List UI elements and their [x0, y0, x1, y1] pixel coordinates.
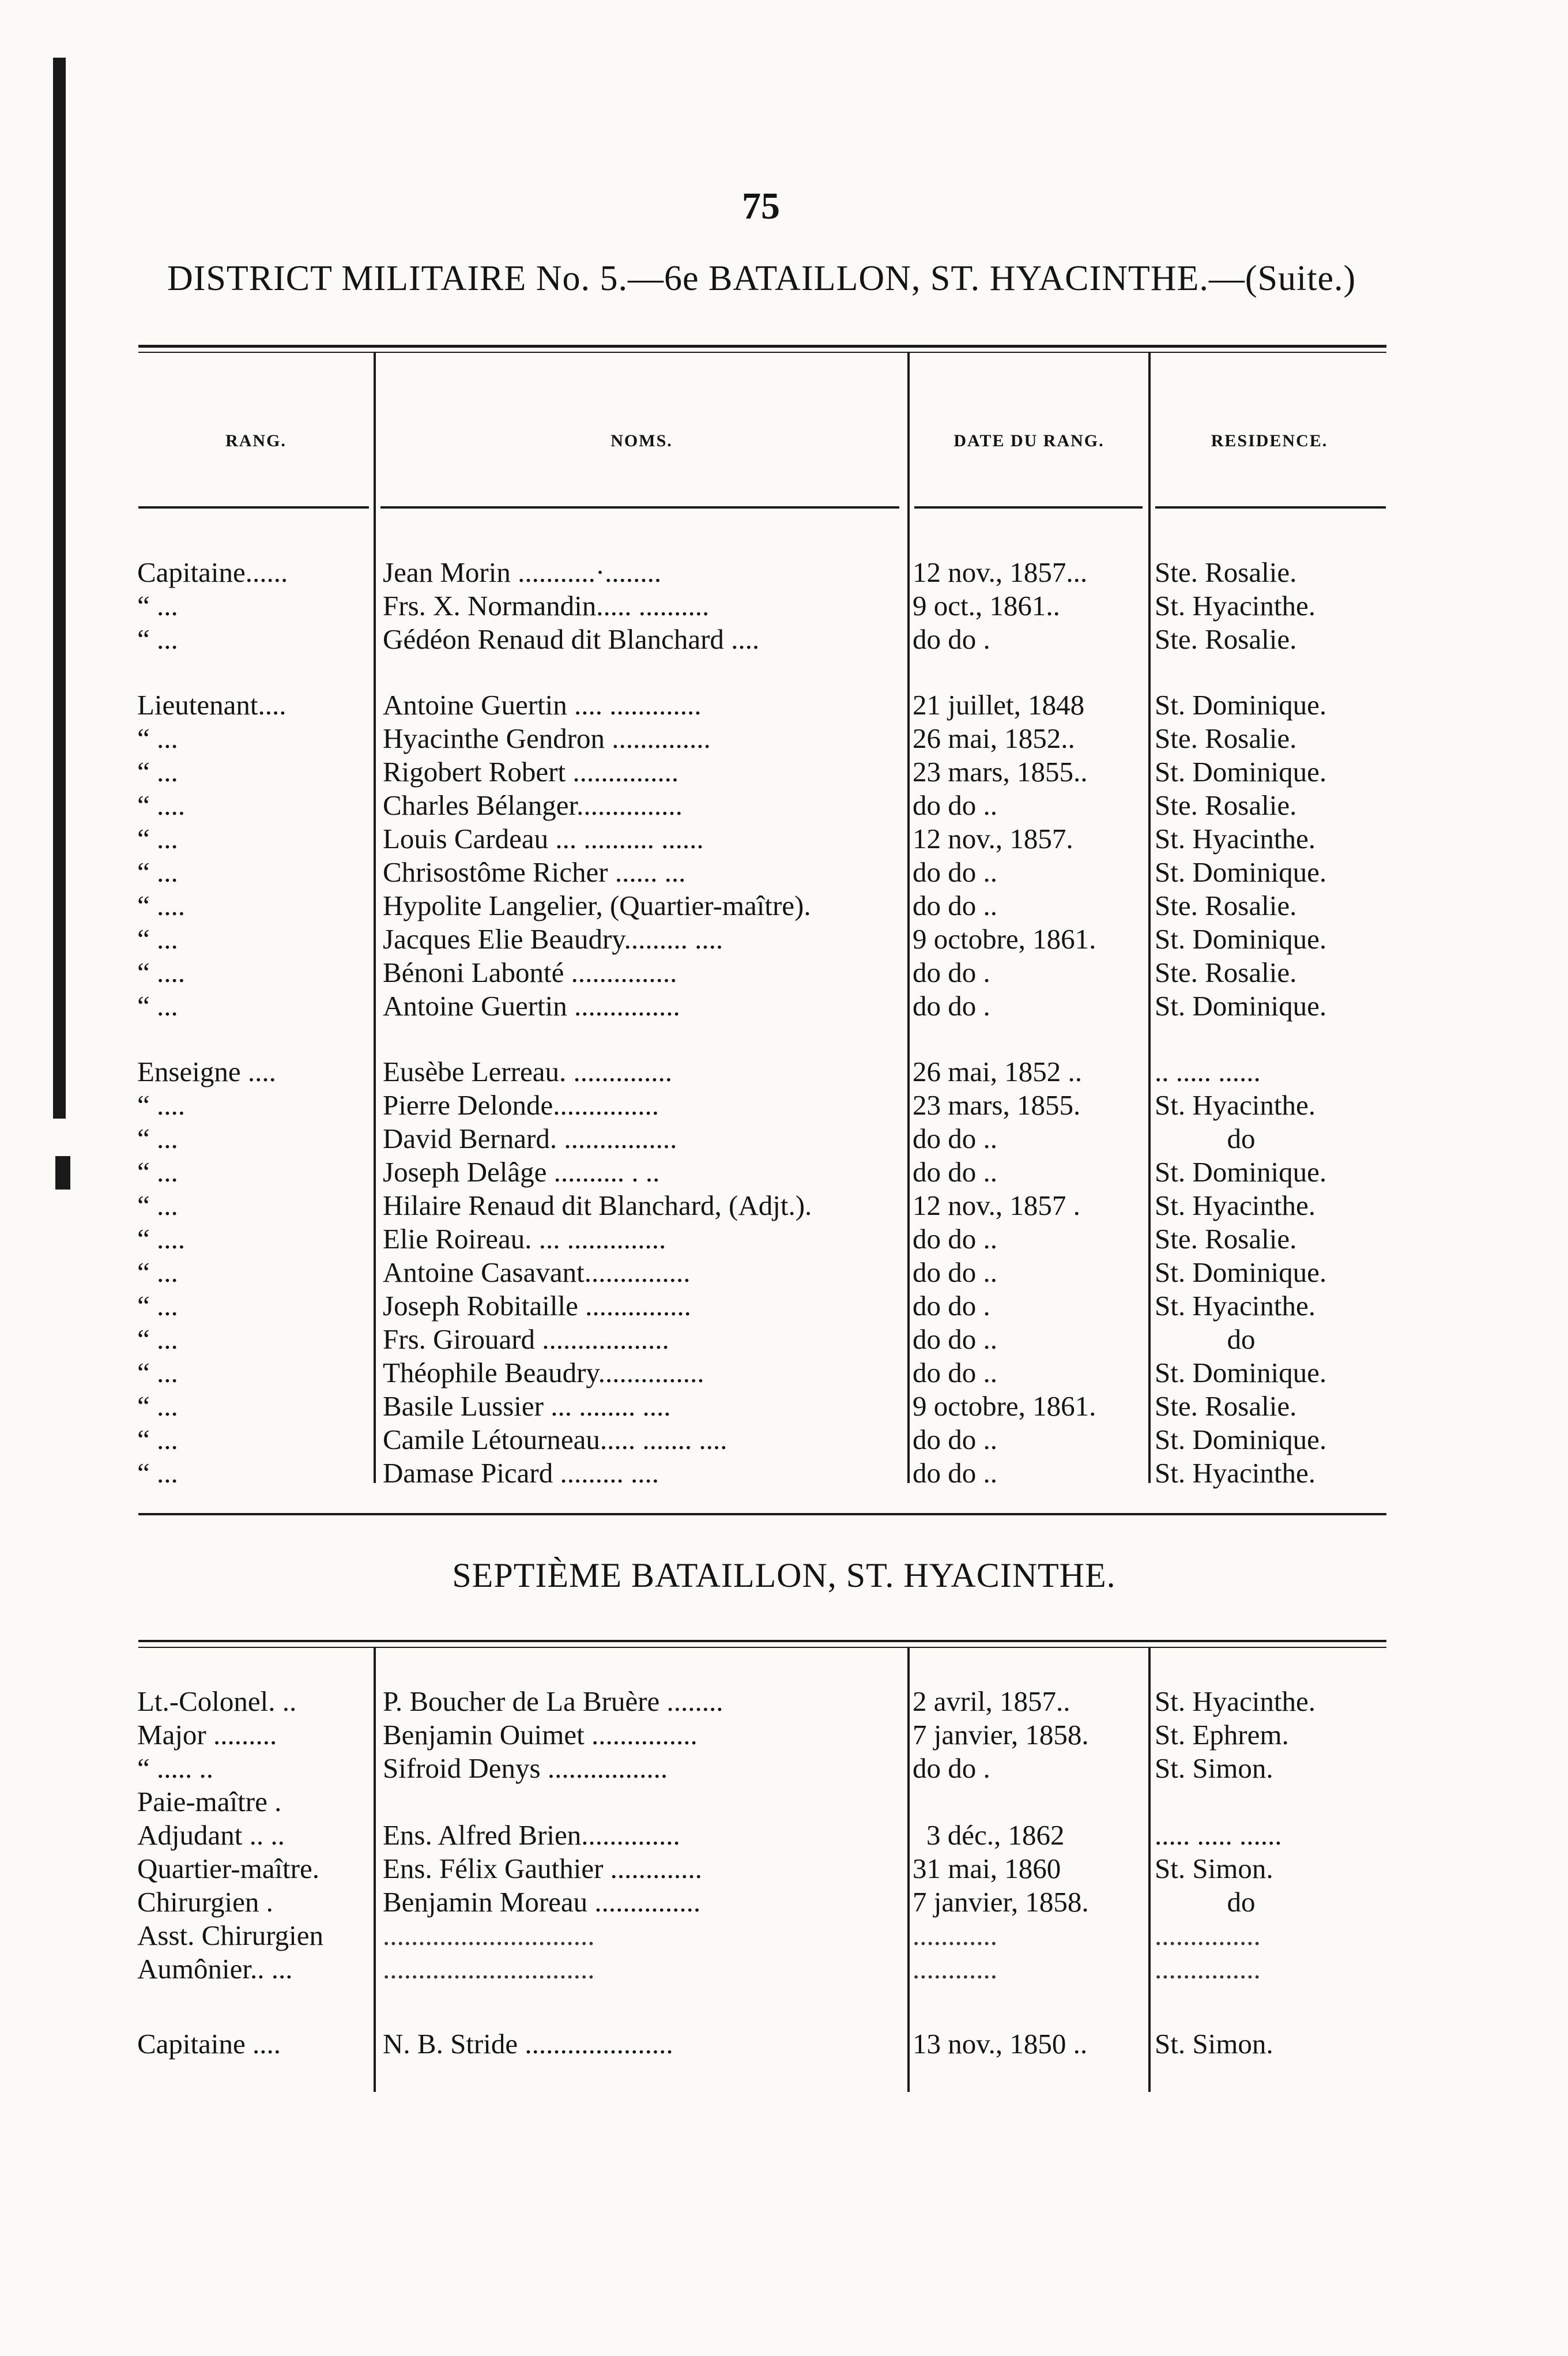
header-name: NOMS. — [610, 431, 673, 450]
rank-cell: Enseigne .... — [137, 1056, 276, 1087]
residence-cell: St. Hyacinthe. — [1155, 1290, 1316, 1322]
residence-cell: St. Simon. — [1155, 1853, 1273, 1884]
date-cell: 23 mars, 1855. — [913, 1089, 1081, 1121]
rank-cell: “ ... — [137, 990, 178, 1022]
rank-cell: Paie-maître . — [137, 1786, 282, 1817]
residence-cell: Ste. Rosalie. — [1155, 1223, 1297, 1255]
date-cell: 12 nov., 1857... — [913, 556, 1088, 588]
name-cell: Benjamin Ouimet ............... — [383, 1719, 698, 1751]
date-cell: 2 avril, 1857.. — [913, 1685, 1071, 1717]
name-cell: P. Boucher de La Bruère ........ — [383, 1685, 723, 1717]
header-residence: RESIDENCE. — [1211, 431, 1328, 450]
table-row — [0, 1785, 1568, 1819]
table-row — [0, 1685, 1568, 1718]
rank-cell: Capitaine...... — [137, 556, 288, 588]
date-cell: do do . — [913, 990, 990, 1022]
table-row — [0, 989, 1568, 1023]
residence-cell: Ste. Rosalie. — [1155, 957, 1297, 988]
date-cell: do do . — [913, 623, 990, 655]
header-underline — [914, 506, 1143, 509]
rank-cell: “ ..... .. — [137, 1752, 213, 1784]
rank-cell: “ ... — [137, 1256, 178, 1288]
name-cell: Joseph Delâge .......... . .. — [383, 1156, 660, 1188]
residence-cell: Ste. Rosalie. — [1155, 722, 1297, 754]
header-underline — [1155, 506, 1386, 509]
header-underline — [380, 506, 899, 509]
table-row — [0, 1055, 1568, 1089]
date-cell: 13 nov., 1850 .. — [913, 2028, 1088, 2060]
date-cell: do do .. — [913, 890, 997, 921]
table-row — [0, 1323, 1568, 1356]
table-row — [0, 623, 1568, 656]
table-row — [0, 1423, 1568, 1456]
table-row — [0, 1189, 1568, 1222]
residence-cell: St. Hyacinthe. — [1155, 1685, 1316, 1717]
date-cell: 26 mai, 1852.. — [913, 722, 1075, 754]
name-cell: David Bernard. ................ — [383, 1123, 677, 1154]
table-row — [0, 1390, 1568, 1423]
table-row — [0, 1852, 1568, 1885]
name-cell: Hyacinthe Gendron .............. — [383, 722, 711, 754]
residence-cell: Ste. Rosalie. — [1155, 556, 1297, 588]
header-date: DATE DU RANG. — [953, 431, 1105, 450]
table-row — [0, 688, 1568, 722]
table-row — [0, 889, 1568, 923]
table2-top-rule-2 — [138, 1647, 1386, 1648]
date-cell: do do .. — [913, 1123, 997, 1154]
date-cell: do do .. — [913, 1323, 997, 1355]
table-row — [0, 1089, 1568, 1122]
rank-cell: “ ... — [137, 1323, 178, 1355]
date-cell: do do . — [913, 957, 990, 988]
rank-cell: “ ... — [137, 856, 178, 888]
section-title: SEPTIÈME BATAILLON, ST. HYACINTHE. — [452, 1556, 1116, 1594]
rank-cell: “ ... — [137, 590, 178, 622]
name-cell: Chrisostôme Richer ...... ... — [383, 856, 686, 888]
residence-cell: St. Dominique. — [1155, 856, 1327, 888]
table-row — [0, 1222, 1568, 1256]
date-cell: 26 mai, 1852 .. — [913, 1056, 1082, 1087]
residence-cell: St. Dominique. — [1155, 1357, 1327, 1388]
residence-cell: St. Ephrem. — [1155, 1719, 1289, 1751]
date-cell: do do .. — [913, 1424, 997, 1455]
date-cell: 12 nov., 1857 . — [913, 1190, 1080, 1221]
residence-cell: ............... — [1155, 1953, 1261, 1985]
date-cell: 7 janvier, 1858. — [913, 1886, 1089, 1918]
residence-cell: St. Hyacinthe. — [1155, 590, 1316, 622]
rank-cell: Adjudant .. .. — [137, 1819, 285, 1851]
table-row — [0, 1885, 1568, 1919]
residence-cell: St. Dominique. — [1155, 990, 1327, 1022]
table-row — [0, 556, 1568, 589]
table-bottom-rule — [138, 1513, 1386, 1515]
table-row — [0, 1456, 1568, 1490]
table2-top-rule — [138, 1640, 1386, 1642]
rank-cell: “ ... — [137, 1190, 178, 1221]
rank-cell: “ .... — [137, 890, 185, 921]
name-cell: Hilaire Renaud dit Blanchard, (Adjt.). — [383, 1190, 812, 1221]
rank-cell: Capitaine .... — [137, 2028, 281, 2060]
rank-cell: Quartier-maître. — [137, 1853, 319, 1884]
date-cell: 9 octobre, 1861. — [913, 1390, 1096, 1422]
table-row — [0, 1156, 1568, 1189]
date-cell: ............ — [913, 1920, 997, 1951]
name-cell: Eusèbe Lerreau. .............. — [383, 1056, 673, 1087]
table-row — [0, 755, 1568, 789]
date-cell: 9 octobre, 1861. — [913, 923, 1096, 955]
name-cell: N. B. Stride ..................... — [383, 2028, 673, 2060]
rank-cell: “ ... — [137, 1156, 178, 1188]
residence-cell: St. Hyacinthe. — [1155, 1457, 1316, 1489]
name-cell: Antoine Casavant............... — [383, 1256, 691, 1288]
rank-cell: “ .... — [137, 957, 185, 988]
name-cell: Frs. Girouard .................. — [383, 1323, 669, 1355]
date-cell: 9 oct., 1861.. — [913, 590, 1060, 622]
residence-cell: ..... ..... ...... — [1155, 1819, 1282, 1851]
rank-cell: Major ......... — [137, 1719, 277, 1751]
rank-cell: “ ... — [137, 1290, 178, 1322]
residence-cell: St. Dominique. — [1155, 923, 1327, 955]
name-cell: Théophile Beaudry............... — [383, 1357, 704, 1388]
rank-cell: “ .... — [137, 1223, 185, 1255]
name-cell: Damase Picard ......... .... — [383, 1457, 659, 1489]
rank-cell: “ ... — [137, 1457, 178, 1489]
date-cell: 3 déc., 1862 — [926, 1819, 1065, 1851]
residence-cell: St. Dominique. — [1155, 1156, 1327, 1188]
date-cell: ............ — [913, 1953, 997, 1985]
name-cell: Jean Morin ...........·........ — [383, 556, 662, 588]
table-row — [0, 789, 1568, 822]
page-title: DISTRICT MILITAIRE No. 5.—6e BATAILLON, ST. HYACINTHE.—(Suite.) — [167, 259, 1356, 298]
rank-cell: “ ... — [137, 823, 178, 855]
name-cell: Ens. Félix Gauthier ............. — [383, 1853, 702, 1884]
residence-cell: Ste. Rosalie. — [1155, 789, 1297, 821]
residence-cell: Ste. Rosalie. — [1155, 890, 1297, 921]
name-cell: .............................. — [383, 1920, 595, 1951]
table-row — [0, 722, 1568, 755]
date-cell: do do .. — [913, 1457, 997, 1489]
table-row — [0, 2027, 1568, 2061]
name-cell: Hypolite Langelier, (Quartier-maître). — [383, 890, 811, 921]
residence-cell: St. Dominique. — [1155, 1256, 1327, 1288]
rank-cell: “ ... — [137, 1123, 178, 1154]
residence-cell: St. Simon. — [1155, 1752, 1273, 1784]
rank-cell: Lt.-Colonel. .. — [137, 1685, 297, 1717]
name-cell: Gédéon Renaud dit Blanchard .... — [383, 623, 760, 655]
residence-cell: ............... — [1155, 1920, 1261, 1951]
date-cell: do do .. — [913, 856, 997, 888]
residence-cell: do — [1227, 1123, 1256, 1154]
page-number: 75 — [742, 185, 780, 227]
table-top-rule-2 — [138, 352, 1386, 353]
name-cell: Rigobert Robert ............... — [383, 756, 679, 788]
rank-cell: “ ... — [137, 623, 178, 655]
date-cell: do do . — [913, 1290, 990, 1322]
name-cell: Sifroid Denys ................. — [383, 1752, 668, 1784]
date-cell: do do .. — [913, 789, 997, 821]
residence-cell: do — [1227, 1323, 1256, 1355]
residence-cell: St. Hyacinthe. — [1155, 823, 1316, 855]
date-cell: 23 mars, 1855.. — [913, 756, 1088, 788]
header-rank: RANG. — [225, 431, 287, 450]
name-cell: Ens. Alfred Brien.............. — [383, 1819, 680, 1851]
rank-cell: “ ... — [137, 1357, 178, 1388]
rank-cell: “ .... — [137, 1089, 185, 1121]
table-row — [0, 589, 1568, 623]
name-cell: Louis Cardeau ... .......... ...... — [383, 823, 704, 855]
date-cell: 31 mai, 1860 — [913, 1853, 1061, 1884]
residence-cell: Ste. Rosalie. — [1155, 623, 1297, 655]
date-cell: do do .. — [913, 1256, 997, 1288]
name-cell: Frs. X. Normandin..... .......... — [383, 590, 710, 622]
rank-cell: “ ... — [137, 1390, 178, 1422]
table-row — [0, 956, 1568, 989]
date-cell: 12 nov., 1857. — [913, 823, 1073, 855]
table-row — [0, 1752, 1568, 1785]
name-cell: Basile Lussier ... ........ .... — [383, 1390, 671, 1422]
name-cell: Pierre Delonde............... — [383, 1089, 659, 1121]
rank-cell: Aumônier.. ... — [137, 1953, 293, 1985]
rank-cell: “ ... — [137, 1424, 178, 1455]
table-row — [0, 1952, 1568, 1986]
residence-cell: St. Dominique. — [1155, 1424, 1327, 1455]
header-underline — [138, 506, 369, 509]
name-cell: .............................. — [383, 1953, 595, 1985]
rank-cell: “ ... — [137, 722, 178, 754]
rank-cell: “ ... — [137, 923, 178, 955]
name-cell: Jacques Elie Beaudry......... .... — [383, 923, 723, 955]
residence-cell: Ste. Rosalie. — [1155, 1390, 1297, 1422]
table-row — [0, 923, 1568, 956]
date-cell: 21 juillet, 1848 — [913, 689, 1085, 721]
date-cell: do do .. — [913, 1223, 997, 1255]
residence-cell: .. ..... ...... — [1155, 1056, 1261, 1087]
table-row — [0, 1256, 1568, 1289]
name-cell: Benjamin Moreau ............... — [383, 1886, 701, 1918]
name-cell: Antoine Guertin ............... — [383, 990, 680, 1022]
name-cell: Antoine Guertin .... ............. — [383, 689, 702, 721]
name-cell: Bénoni Labonté ............... — [383, 957, 677, 988]
residence-cell: St. Dominique. — [1155, 689, 1327, 721]
table-row — [0, 822, 1568, 856]
residence-cell: St. Simon. — [1155, 2028, 1273, 2060]
residence-cell: St. Hyacinthe. — [1155, 1089, 1316, 1121]
residence-cell: St. Dominique. — [1155, 756, 1327, 788]
table-row — [0, 1356, 1568, 1390]
table-top-rule — [138, 345, 1386, 348]
date-cell: do do .. — [913, 1357, 997, 1388]
name-cell: Camile Létourneau..... ....... .... — [383, 1424, 728, 1455]
rank-cell: Asst. Chirurgien — [137, 1920, 324, 1951]
rank-cell: Chirurgien . — [137, 1886, 273, 1918]
table-row — [0, 1122, 1568, 1156]
table-row — [0, 1289, 1568, 1323]
table-row — [0, 1919, 1568, 1952]
date-cell: do do . — [913, 1752, 990, 1784]
residence-cell: St. Hyacinthe. — [1155, 1190, 1316, 1221]
table-row — [0, 1819, 1568, 1852]
name-cell: Charles Bélanger............... — [383, 789, 683, 821]
rank-cell: Lieutenant.... — [137, 689, 287, 721]
date-cell: 7 janvier, 1858. — [913, 1719, 1089, 1751]
name-cell: Elie Roireau. ... .............. — [383, 1223, 666, 1255]
date-cell: do do .. — [913, 1156, 997, 1188]
name-cell: Joseph Robitaille ............... — [383, 1290, 691, 1322]
residence-cell: do — [1227, 1886, 1256, 1918]
rank-cell: “ ... — [137, 756, 178, 788]
rank-cell: “ .... — [137, 789, 185, 821]
table-row — [0, 1718, 1568, 1752]
table-row — [0, 856, 1568, 889]
